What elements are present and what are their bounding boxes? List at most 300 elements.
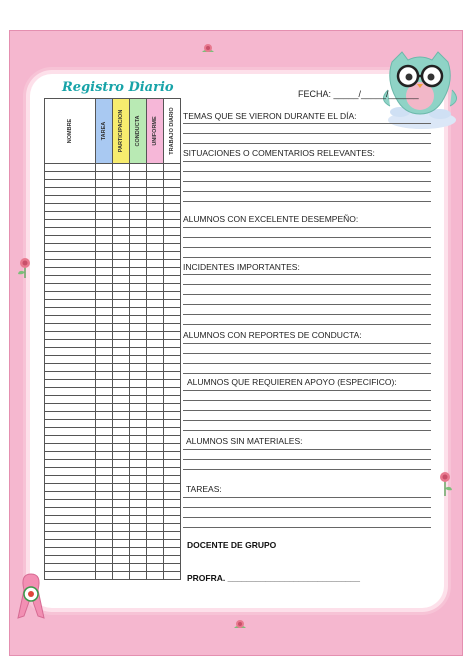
- roster-cell[interactable]: [147, 260, 164, 268]
- roster-cell[interactable]: [45, 260, 96, 268]
- writing-lines[interactable]: [183, 265, 431, 325]
- roster-cell[interactable]: [130, 500, 147, 508]
- roster-cell[interactable]: [113, 452, 130, 460]
- roster-cell[interactable]: [130, 180, 147, 188]
- roster-cell[interactable]: [147, 444, 164, 452]
- roster-cell[interactable]: [96, 404, 113, 412]
- roster-cell[interactable]: [147, 428, 164, 436]
- roster-cell[interactable]: [113, 444, 130, 452]
- roster-cell[interactable]: [130, 508, 147, 516]
- roster-cell[interactable]: [164, 492, 181, 500]
- roster-cell[interactable]: [164, 348, 181, 356]
- roster-cell[interactable]: [130, 396, 147, 404]
- roster-cell[interactable]: [164, 508, 181, 516]
- roster-cell[interactable]: [164, 220, 181, 228]
- roster-cell[interactable]: [113, 412, 130, 420]
- roster-cell[interactable]: [96, 380, 113, 388]
- roster-cell[interactable]: [45, 428, 96, 436]
- roster-cell[interactable]: [130, 276, 147, 284]
- roster-cell[interactable]: [164, 196, 181, 204]
- roster-cell[interactable]: [45, 268, 96, 276]
- roster-cell[interactable]: [147, 220, 164, 228]
- roster-cell[interactable]: [113, 500, 130, 508]
- roster-cell[interactable]: [147, 452, 164, 460]
- roster-cell[interactable]: [164, 340, 181, 348]
- roster-cell[interactable]: [147, 364, 164, 372]
- roster-cell[interactable]: [130, 484, 147, 492]
- roster-cell[interactable]: [96, 564, 113, 572]
- roster-cell[interactable]: [45, 308, 96, 316]
- roster-cell[interactable]: [96, 268, 113, 276]
- roster-cell[interactable]: [113, 236, 130, 244]
- roster-cell[interactable]: [130, 188, 147, 196]
- roster-cell[interactable]: [113, 260, 130, 268]
- roster-cell[interactable]: [113, 324, 130, 332]
- roster-cell[interactable]: [164, 300, 181, 308]
- roster-cell[interactable]: [147, 228, 164, 236]
- roster-cell[interactable]: [45, 452, 96, 460]
- roster-cell[interactable]: [164, 172, 181, 180]
- roster-cell[interactable]: [164, 484, 181, 492]
- writing-lines[interactable]: [183, 381, 431, 431]
- roster-cell[interactable]: [113, 196, 130, 204]
- roster-cell[interactable]: [164, 388, 181, 396]
- roster-cell[interactable]: [147, 340, 164, 348]
- roster-cell[interactable]: [96, 212, 113, 220]
- roster-cell[interactable]: [147, 252, 164, 260]
- roster-cell[interactable]: [147, 412, 164, 420]
- roster-cell[interactable]: [130, 572, 147, 580]
- roster-cell[interactable]: [113, 364, 130, 372]
- roster-cell[interactable]: [96, 572, 113, 580]
- roster-cell[interactable]: [130, 380, 147, 388]
- roster-cell[interactable]: [147, 284, 164, 292]
- roster-cell[interactable]: [113, 356, 130, 364]
- roster-cell[interactable]: [45, 364, 96, 372]
- profra-signature-line[interactable]: PROFRA. ____________________________: [187, 573, 360, 583]
- roster-cell[interactable]: [45, 220, 96, 228]
- roster-cell[interactable]: [147, 548, 164, 556]
- writing-lines[interactable]: [183, 152, 431, 202]
- roster-cell[interactable]: [96, 452, 113, 460]
- roster-cell[interactable]: [113, 244, 130, 252]
- roster-cell[interactable]: [96, 420, 113, 428]
- roster-cell[interactable]: [96, 548, 113, 556]
- writing-lines[interactable]: [183, 334, 431, 374]
- roster-cell[interactable]: [130, 476, 147, 484]
- roster-cell[interactable]: [113, 556, 130, 564]
- roster-cell[interactable]: [113, 524, 130, 532]
- roster-cell[interactable]: [45, 572, 96, 580]
- roster-cell[interactable]: [45, 420, 96, 428]
- roster-cell[interactable]: [45, 548, 96, 556]
- roster-cell[interactable]: [147, 348, 164, 356]
- roster-cell[interactable]: [45, 532, 96, 540]
- roster-cell[interactable]: [113, 188, 130, 196]
- roster-cell[interactable]: [147, 332, 164, 340]
- roster-cell[interactable]: [113, 572, 130, 580]
- roster-cell[interactable]: [130, 164, 147, 172]
- roster-cell[interactable]: [45, 388, 96, 396]
- roster-cell[interactable]: [147, 572, 164, 580]
- roster-cell[interactable]: [130, 388, 147, 396]
- roster-cell[interactable]: [45, 236, 96, 244]
- roster-cell[interactable]: [130, 548, 147, 556]
- roster-cell[interactable]: [96, 556, 113, 564]
- roster-cell[interactable]: [96, 524, 113, 532]
- roster-cell[interactable]: [113, 540, 130, 548]
- roster-cell[interactable]: [164, 420, 181, 428]
- roster-cell[interactable]: [164, 556, 181, 564]
- roster-cell[interactable]: [96, 244, 113, 252]
- roster-cell[interactable]: [113, 436, 130, 444]
- roster-cell[interactable]: [96, 500, 113, 508]
- roster-cell[interactable]: [164, 332, 181, 340]
- roster-cell[interactable]: [45, 556, 96, 564]
- roster-cell[interactable]: [45, 172, 96, 180]
- roster-cell[interactable]: [96, 364, 113, 372]
- roster-cell[interactable]: [113, 468, 130, 476]
- roster-cell[interactable]: [130, 356, 147, 364]
- roster-cell[interactable]: [164, 364, 181, 372]
- roster-cell[interactable]: [147, 308, 164, 316]
- roster-cell[interactable]: [113, 348, 130, 356]
- roster-cell[interactable]: [96, 428, 113, 436]
- roster-cell[interactable]: [130, 204, 147, 212]
- roster-cell[interactable]: [45, 204, 96, 212]
- roster-cell[interactable]: [147, 396, 164, 404]
- roster-cell[interactable]: [130, 300, 147, 308]
- roster-cell[interactable]: [96, 476, 113, 484]
- roster-cell[interactable]: [45, 188, 96, 196]
- roster-cell[interactable]: [164, 164, 181, 172]
- roster-cell[interactable]: [130, 212, 147, 220]
- roster-cell[interactable]: [164, 284, 181, 292]
- roster-cell[interactable]: [147, 172, 164, 180]
- roster-cell[interactable]: [130, 324, 147, 332]
- roster-cell[interactable]: [113, 396, 130, 404]
- roster-cell[interactable]: [147, 436, 164, 444]
- roster-cell[interactable]: [45, 468, 96, 476]
- roster-cell[interactable]: [45, 324, 96, 332]
- roster-cell[interactable]: [96, 492, 113, 500]
- roster-cell[interactable]: [113, 420, 130, 428]
- roster-cell[interactable]: [45, 484, 96, 492]
- roster-cell[interactable]: [130, 468, 147, 476]
- roster-cell[interactable]: [96, 164, 113, 172]
- roster-cell[interactable]: [113, 548, 130, 556]
- roster-cell[interactable]: [164, 548, 181, 556]
- roster-cell[interactable]: [96, 308, 113, 316]
- roster-cell[interactable]: [147, 204, 164, 212]
- roster-cell[interactable]: [147, 508, 164, 516]
- roster-cell[interactable]: [45, 164, 96, 172]
- roster-cell[interactable]: [164, 500, 181, 508]
- roster-cell[interactable]: [113, 180, 130, 188]
- roster-cell[interactable]: [147, 476, 164, 484]
- roster-cell[interactable]: [130, 540, 147, 548]
- writing-lines[interactable]: [183, 218, 431, 258]
- roster-cell[interactable]: [96, 180, 113, 188]
- roster-cell[interactable]: [164, 404, 181, 412]
- roster-cell[interactable]: [147, 524, 164, 532]
- roster-cell[interactable]: [45, 212, 96, 220]
- roster-cell[interactable]: [130, 220, 147, 228]
- roster-cell[interactable]: [130, 228, 147, 236]
- roster-cell[interactable]: [96, 172, 113, 180]
- roster-cell[interactable]: [96, 412, 113, 420]
- roster-cell[interactable]: [147, 212, 164, 220]
- roster-cell[interactable]: [45, 276, 96, 284]
- roster-cell[interactable]: [164, 372, 181, 380]
- roster-cell[interactable]: [164, 468, 181, 476]
- roster-cell[interactable]: [113, 204, 130, 212]
- roster-cell[interactable]: [45, 564, 96, 572]
- roster-cell[interactable]: [130, 460, 147, 468]
- roster-cell[interactable]: [113, 252, 130, 260]
- roster-cell[interactable]: [130, 452, 147, 460]
- roster-cell[interactable]: [113, 268, 130, 276]
- roster-cell[interactable]: [164, 324, 181, 332]
- roster-cell[interactable]: [45, 460, 96, 468]
- roster-cell[interactable]: [113, 172, 130, 180]
- roster-cell[interactable]: [130, 340, 147, 348]
- roster-cell[interactable]: [113, 404, 130, 412]
- roster-cell[interactable]: [45, 292, 96, 300]
- roster-cell[interactable]: [96, 444, 113, 452]
- roster-cell[interactable]: [147, 244, 164, 252]
- roster-cell[interactable]: [113, 276, 130, 284]
- roster-cell[interactable]: [147, 468, 164, 476]
- roster-cell[interactable]: [96, 284, 113, 292]
- roster-cell[interactable]: [45, 436, 96, 444]
- roster-cell[interactable]: [164, 212, 181, 220]
- roster-cell[interactable]: [45, 252, 96, 260]
- roster-cell[interactable]: [130, 420, 147, 428]
- roster-cell[interactable]: [130, 252, 147, 260]
- roster-cell[interactable]: [164, 204, 181, 212]
- roster-cell[interactable]: [130, 316, 147, 324]
- roster-cell[interactable]: [164, 268, 181, 276]
- roster-cell[interactable]: [147, 236, 164, 244]
- roster-cell[interactable]: [113, 460, 130, 468]
- roster-cell[interactable]: [164, 356, 181, 364]
- roster-cell[interactable]: [96, 276, 113, 284]
- roster-cell[interactable]: [96, 468, 113, 476]
- roster-cell[interactable]: [96, 460, 113, 468]
- roster-cell[interactable]: [164, 540, 181, 548]
- roster-cell[interactable]: [164, 380, 181, 388]
- roster-cell[interactable]: [164, 452, 181, 460]
- roster-cell[interactable]: [147, 180, 164, 188]
- roster-cell[interactable]: [45, 404, 96, 412]
- roster-cell[interactable]: [113, 532, 130, 540]
- roster-cell[interactable]: [96, 188, 113, 196]
- roster-cell[interactable]: [45, 180, 96, 188]
- roster-cell[interactable]: [45, 372, 96, 380]
- roster-cell[interactable]: [113, 228, 130, 236]
- roster-cell[interactable]: [96, 332, 113, 340]
- roster-cell[interactable]: [45, 444, 96, 452]
- roster-cell[interactable]: [147, 196, 164, 204]
- roster-cell[interactable]: [130, 308, 147, 316]
- roster-cell[interactable]: [164, 564, 181, 572]
- roster-cell[interactable]: [96, 508, 113, 516]
- roster-cell[interactable]: [96, 372, 113, 380]
- roster-cell[interactable]: [96, 540, 113, 548]
- roster-cell[interactable]: [45, 516, 96, 524]
- roster-cell[interactable]: [164, 252, 181, 260]
- writing-lines[interactable]: [183, 488, 431, 528]
- roster-cell[interactable]: [164, 516, 181, 524]
- roster-cell[interactable]: [147, 500, 164, 508]
- roster-cell[interactable]: [45, 524, 96, 532]
- roster-cell[interactable]: [164, 396, 181, 404]
- roster-cell[interactable]: [96, 436, 113, 444]
- roster-cell[interactable]: [164, 572, 181, 580]
- roster-cell[interactable]: [147, 564, 164, 572]
- roster-cell[interactable]: [130, 532, 147, 540]
- roster-cell[interactable]: [147, 532, 164, 540]
- roster-cell[interactable]: [164, 228, 181, 236]
- roster-cell[interactable]: [130, 172, 147, 180]
- roster-cell[interactable]: [96, 388, 113, 396]
- roster-cell[interactable]: [45, 316, 96, 324]
- roster-cell[interactable]: [147, 484, 164, 492]
- roster-cell[interactable]: [45, 284, 96, 292]
- roster-cell[interactable]: [130, 284, 147, 292]
- date-field[interactable]: FECHA: _____/_____/______: [298, 89, 419, 99]
- roster-cell[interactable]: [164, 476, 181, 484]
- roster-cell[interactable]: [164, 260, 181, 268]
- roster-cell[interactable]: [130, 268, 147, 276]
- roster-cell[interactable]: [96, 300, 113, 308]
- roster-cell[interactable]: [96, 292, 113, 300]
- roster-cell[interactable]: [113, 332, 130, 340]
- roster-cell[interactable]: [164, 244, 181, 252]
- roster-cell[interactable]: [96, 484, 113, 492]
- roster-cell[interactable]: [113, 516, 130, 524]
- roster-cell[interactable]: [96, 348, 113, 356]
- roster-cell[interactable]: [147, 164, 164, 172]
- roster-cell[interactable]: [45, 396, 96, 404]
- roster-cell[interactable]: [130, 332, 147, 340]
- roster-cell[interactable]: [164, 316, 181, 324]
- roster-cell[interactable]: [113, 380, 130, 388]
- roster-cell[interactable]: [130, 292, 147, 300]
- roster-cell[interactable]: [164, 532, 181, 540]
- roster-cell[interactable]: [113, 372, 130, 380]
- roster-cell[interactable]: [96, 340, 113, 348]
- roster-cell[interactable]: [130, 260, 147, 268]
- roster-cell[interactable]: [45, 348, 96, 356]
- roster-cell[interactable]: [130, 444, 147, 452]
- roster-cell[interactable]: [113, 284, 130, 292]
- roster-cell[interactable]: [130, 428, 147, 436]
- roster-cell[interactable]: [130, 412, 147, 420]
- roster-cell[interactable]: [147, 388, 164, 396]
- roster-cell[interactable]: [113, 316, 130, 324]
- roster-cell[interactable]: [45, 300, 96, 308]
- roster-cell[interactable]: [45, 380, 96, 388]
- roster-cell[interactable]: [164, 276, 181, 284]
- roster-cell[interactable]: [96, 316, 113, 324]
- roster-cell[interactable]: [164, 412, 181, 420]
- roster-cell[interactable]: [96, 324, 113, 332]
- roster-cell[interactable]: [164, 180, 181, 188]
- roster-cell[interactable]: [113, 340, 130, 348]
- roster-cell[interactable]: [147, 556, 164, 564]
- roster-cell[interactable]: [130, 364, 147, 372]
- roster-cell[interactable]: [45, 332, 96, 340]
- roster-cell[interactable]: [45, 540, 96, 548]
- roster-cell[interactable]: [130, 524, 147, 532]
- roster-cell[interactable]: [147, 276, 164, 284]
- roster-cell[interactable]: [96, 260, 113, 268]
- roster-cell[interactable]: [164, 524, 181, 532]
- roster-cell[interactable]: [147, 404, 164, 412]
- roster-cell[interactable]: [96, 356, 113, 364]
- writing-lines[interactable]: [183, 440, 431, 470]
- roster-cell[interactable]: [96, 228, 113, 236]
- roster-cell[interactable]: [147, 324, 164, 332]
- roster-cell[interactable]: [113, 564, 130, 572]
- roster-cell[interactable]: [147, 492, 164, 500]
- roster-cell[interactable]: [113, 388, 130, 396]
- roster-cell[interactable]: [45, 500, 96, 508]
- roster-cell[interactable]: [130, 516, 147, 524]
- roster-cell[interactable]: [147, 356, 164, 364]
- roster-cell[interactable]: [45, 356, 96, 364]
- roster-cell[interactable]: [96, 204, 113, 212]
- roster-cell[interactable]: [130, 348, 147, 356]
- roster-cell[interactable]: [147, 516, 164, 524]
- roster-cell[interactable]: [147, 268, 164, 276]
- roster-cell[interactable]: [147, 316, 164, 324]
- roster-cell[interactable]: [164, 428, 181, 436]
- roster-cell[interactable]: [96, 236, 113, 244]
- roster-cell[interactable]: [130, 404, 147, 412]
- writing-lines[interactable]: [183, 114, 431, 144]
- roster-cell[interactable]: [96, 252, 113, 260]
- roster-cell[interactable]: [164, 308, 181, 316]
- roster-cell[interactable]: [96, 220, 113, 228]
- roster-cell[interactable]: [147, 380, 164, 388]
- roster-cell[interactable]: [113, 220, 130, 228]
- roster-cell[interactable]: [130, 556, 147, 564]
- roster-cell[interactable]: [130, 564, 147, 572]
- roster-cell[interactable]: [45, 340, 96, 348]
- roster-cell[interactable]: [130, 492, 147, 500]
- roster-cell[interactable]: [45, 196, 96, 204]
- roster-cell[interactable]: [130, 436, 147, 444]
- roster-cell[interactable]: [96, 196, 113, 204]
- roster-cell[interactable]: [164, 444, 181, 452]
- roster-cell[interactable]: [96, 396, 113, 404]
- roster-cell[interactable]: [147, 460, 164, 468]
- roster-cell[interactable]: [113, 484, 130, 492]
- roster-cell[interactable]: [113, 492, 130, 500]
- roster-cell[interactable]: [164, 292, 181, 300]
- roster-cell[interactable]: [164, 188, 181, 196]
- roster-cell[interactable]: [147, 372, 164, 380]
- roster-cell[interactable]: [113, 308, 130, 316]
- roster-cell[interactable]: [45, 508, 96, 516]
- roster-cell[interactable]: [113, 300, 130, 308]
- roster-cell[interactable]: [113, 428, 130, 436]
- roster-cell[interactable]: [45, 492, 96, 500]
- roster-cell[interactable]: [113, 508, 130, 516]
